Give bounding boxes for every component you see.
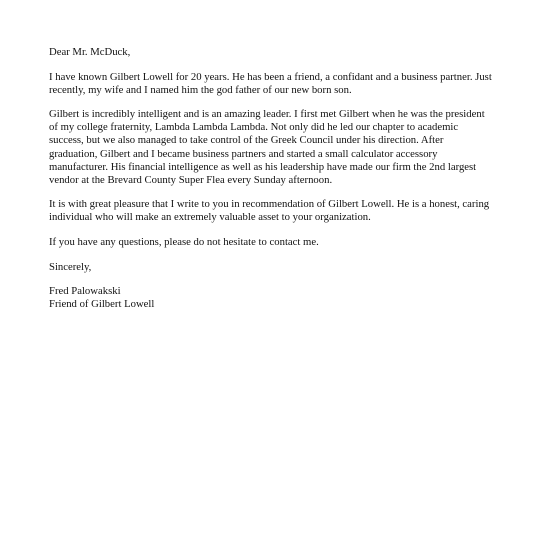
text-line: It is with great pleasure that I write to you in recommendation of Gilbert Lowell. He is a honest, caring (49, 198, 490, 211)
signer-title: Friend of Gilbert Lowell (49, 298, 155, 311)
text-line: graduation, Gilbert and I became business partners and started a small calculator accessory (49, 147, 438, 160)
signer-name: Fred Palowakski (49, 285, 121, 298)
salutation: Dear Mr. McDuck, (49, 46, 131, 58)
text-line: Gilbert is incredibly intelligent and is an amazing leader. I first met Gilbert when he was the president (49, 108, 485, 121)
text-line: recently, my wife and I named him the god father of our new born son. (49, 83, 352, 96)
text-line: success, but we also managed to take control of the Greek Council under his direction. After (49, 134, 444, 147)
text-line: individual who will make an extremely valuable asset to your organization. (49, 211, 371, 224)
text-line: of my college fraternity, Lambda Lambda Lambda. Not only did he led our chapter to academic (49, 121, 459, 134)
text-line: vendor at the Brevard County Super Flea every Sunday afternoon. (49, 173, 333, 186)
recommendation-letter (49, 46, 529, 311)
paragraph-relationship (49, 71, 529, 97)
paragraph-recommendation (49, 198, 529, 224)
text-line: I have known Gilbert Lowell for 20 years. He has been a friend, a confidant and a business partner. Just (49, 70, 492, 83)
closing: Sincerely, (49, 260, 92, 273)
paragraph-background (49, 108, 529, 187)
text-line: If you have any questions, please do not hesitate to contact me. (49, 236, 319, 249)
text-line: manufacturer. His financial intelligence as well as his leadership have made our firm the 2nd largest (49, 160, 477, 173)
paragraph-contact (49, 236, 529, 249)
